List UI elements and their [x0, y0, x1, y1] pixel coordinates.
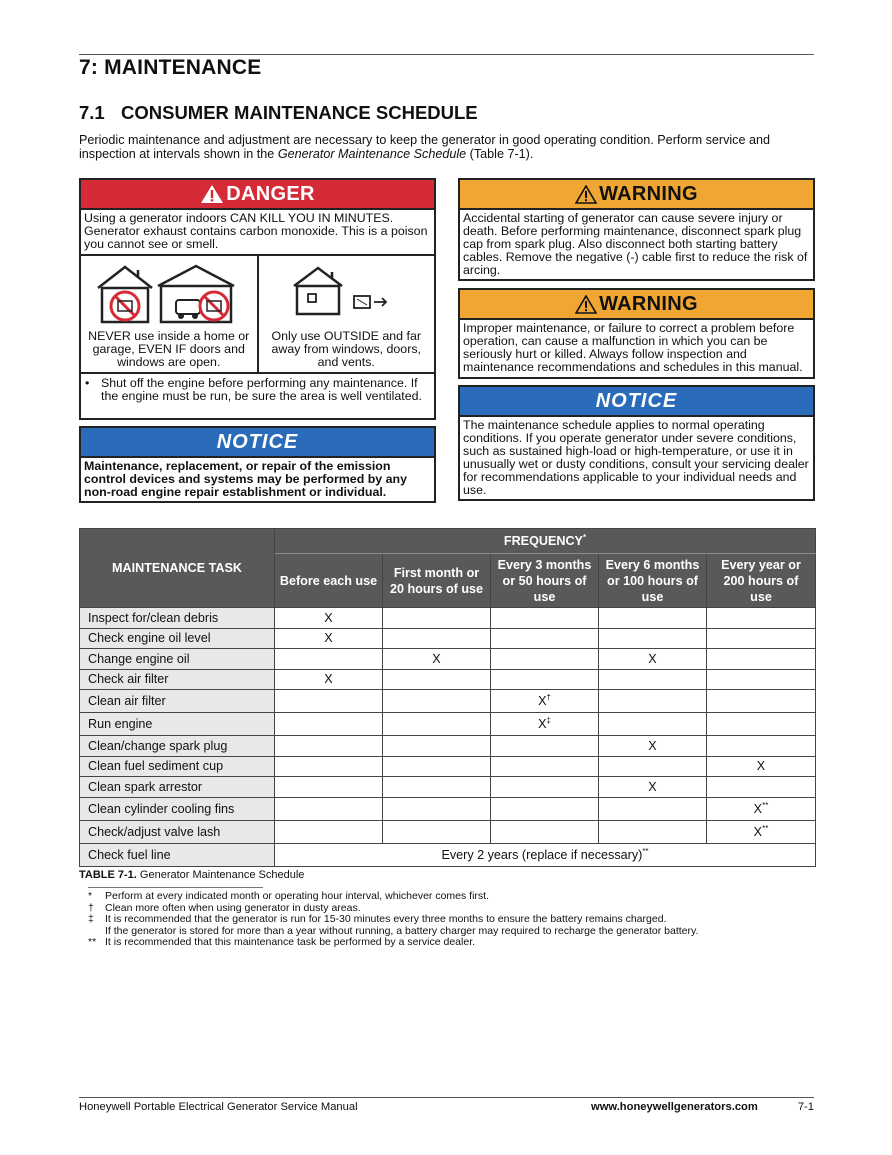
- notice-right-text: The maintenance schedule applies to normal operating conditions. If you operate generator under severe conditions, such as sustained high-load or high-temperature, or use it in unusually wet or dusty conditions, consult your servicing dealer for recommendations applicable to your individual needs and use.: [463, 418, 809, 497]
- task-cell: Clean fuel sediment cup: [80, 756, 275, 777]
- bottom-rule: [79, 1097, 814, 1098]
- cell-value: X: [756, 759, 766, 774]
- frequency-cell: [707, 820, 816, 843]
- footnote-symbol: †: [88, 901, 94, 914]
- footnote: [88, 937, 698, 949]
- top-rule: [79, 54, 814, 55]
- warning-triangle-icon: [200, 184, 224, 204]
- table-row: [80, 628, 816, 649]
- frequency-span-cell: [275, 843, 816, 866]
- warning-box-2: [458, 288, 815, 379]
- frequency-cell: [707, 608, 816, 629]
- footnote-rule: [88, 887, 263, 888]
- footnote-text: Perform at every indicated month or operating hour interval, whichever comes first.: [105, 890, 490, 902]
- danger-pictograms: [81, 254, 434, 374]
- frequency-cell: [599, 608, 707, 629]
- outdoor-use-icon: [286, 262, 406, 326]
- frequency-header: [275, 529, 816, 554]
- frequency-cell: [599, 777, 707, 798]
- footnote-mark: **: [762, 823, 769, 833]
- frequency-cell: [491, 736, 599, 757]
- frequency-cell: [707, 649, 816, 670]
- column-header: Every 3 months or 50 hours of use: [491, 554, 599, 608]
- table-body: [80, 608, 816, 867]
- frequency-cell: [275, 608, 383, 629]
- danger-header-label: DANGER: [226, 182, 315, 205]
- footer-right: [591, 1101, 814, 1113]
- frequency-cell: [599, 713, 707, 736]
- danger-bullet: [81, 374, 434, 406]
- table-row: [80, 820, 816, 843]
- frequency-cell: [383, 649, 491, 670]
- caption-text: Generator Maintenance Schedule: [139, 869, 305, 881]
- frequency-cell: [275, 777, 383, 798]
- intro-text-before: Periodic maintenance and adjustment are necessary to keep the generator in good operating condition. Perform service and inspection at intervals shown in the: [79, 133, 770, 161]
- column-header: Every year or 200 hours of use: [707, 554, 816, 608]
- warning-triangle-icon: [575, 295, 597, 314]
- frequency-cell: [707, 736, 816, 757]
- footnotes: [88, 891, 698, 949]
- column-header: Before each use: [275, 554, 383, 608]
- danger-header: [81, 180, 434, 208]
- frequency-cell: [599, 628, 707, 649]
- task-cell: Run engine: [80, 713, 275, 736]
- intro-text-after: (Table 7-1).: [466, 147, 534, 161]
- frequency-cell: [707, 690, 816, 713]
- indoor-pictogram-cell: [81, 256, 257, 372]
- bullet-dot: •: [85, 376, 90, 390]
- danger-box: [79, 178, 436, 420]
- frequency-cell: [275, 736, 383, 757]
- table-row: [80, 797, 816, 820]
- no-indoor-use-icon: [94, 262, 244, 326]
- task-cell: Check/adjust valve lash: [80, 820, 275, 843]
- frequency-cell: [599, 669, 707, 690]
- frequency-cell: [383, 777, 491, 798]
- maintenance-schedule-table: [79, 528, 816, 867]
- task-cell: Check air filter: [80, 669, 275, 690]
- task-cell: Clean air filter: [80, 690, 275, 713]
- column-header: Every 6 months or 100 hours of use: [599, 554, 707, 608]
- section-heading: [79, 102, 478, 124]
- frequency-cell: [491, 756, 599, 777]
- cell-value: X: [432, 651, 441, 666]
- frequency-cell: [599, 820, 707, 843]
- warning-box-1: [458, 178, 815, 281]
- cell-value: X: [324, 672, 333, 687]
- cell-value: X: [324, 631, 333, 646]
- frequency-footnote-mark: *: [582, 532, 587, 542]
- frequency-cell: [383, 736, 491, 757]
- notice-box-right: [458, 385, 815, 501]
- footnote-mark: **: [762, 800, 769, 810]
- task-cell: Inspect for/clean debris: [80, 608, 275, 629]
- frequency-cell: [599, 756, 707, 777]
- section-title: CONSUMER MAINTENANCE SCHEDULE: [121, 102, 478, 123]
- cell-value: X: [753, 801, 763, 816]
- frequency-cell: [491, 628, 599, 649]
- frequency-cell: [707, 756, 816, 777]
- table-row: [80, 777, 816, 798]
- frequency-cell: [707, 797, 816, 820]
- warning-2-header-label: WARNING: [599, 292, 698, 315]
- table-row: [80, 690, 816, 713]
- frequency-cell: [491, 797, 599, 820]
- frequency-cell: [707, 669, 816, 690]
- notice-right-header: NOTICE: [460, 387, 813, 417]
- cell-value: X: [753, 824, 763, 839]
- task-column-header: MAINTENANCE TASK: [80, 529, 275, 608]
- table-caption: [79, 869, 304, 881]
- frequency-cell: [383, 756, 491, 777]
- frequency-cell: [275, 797, 383, 820]
- cell-value: X: [538, 694, 547, 708]
- table-row: [80, 608, 816, 629]
- warning-2-text: Improper maintenance, or failure to correct a problem before operation, can cause a malfunction in which you can be seriously hurt or killed. Always follow inspection and maintenance recommendations and schedules in this manual.: [463, 321, 803, 374]
- column-header: First month or 20 hours of use: [383, 554, 491, 608]
- cell-value: X: [648, 779, 657, 794]
- frequency-cell: [275, 669, 383, 690]
- indoor-caption: NEVER use inside a home or garage, EVEN IF doors and windows are open.: [88, 329, 250, 369]
- table-row: [80, 669, 816, 690]
- footnote-symbol: *: [88, 890, 93, 902]
- frequency-cell: [383, 820, 491, 843]
- cell-value: Every 2 years (replace if necessary): [441, 847, 643, 862]
- intro-paragraph: [79, 133, 814, 161]
- footnote-mark: **: [642, 846, 649, 856]
- frequency-cell: [491, 820, 599, 843]
- frequency-cell: [275, 628, 383, 649]
- cell-value: X: [648, 738, 657, 753]
- chapter-title: 7: MAINTENANCE: [79, 56, 262, 79]
- frequency-cell: [491, 669, 599, 690]
- cell-value: X: [324, 610, 333, 625]
- cell-value: X: [538, 717, 547, 731]
- footnote-mark: †: [546, 692, 551, 702]
- frequency-cell: [383, 608, 491, 629]
- frequency-cell: [707, 713, 816, 736]
- frequency-cell: [707, 628, 816, 649]
- frequency-cell: [383, 713, 491, 736]
- task-cell: Check engine oil level: [80, 628, 275, 649]
- warning-triangle-icon: [575, 185, 597, 204]
- frequency-cell: [275, 820, 383, 843]
- frequency-cell: [599, 649, 707, 670]
- task-cell: Clean/change spark plug: [80, 736, 275, 757]
- footnote-symbol: ‡: [88, 913, 94, 926]
- frequency-header-label: FREQUENCY: [503, 534, 583, 548]
- table-row: [80, 756, 816, 777]
- outdoor-caption: Only use OUTSIDE and far away from windows, doors, and vents.: [271, 329, 421, 369]
- outdoor-pictogram-cell: [257, 256, 435, 372]
- footnote-text: It is recommended that the generator is run for 15-30 minutes every three months to ensure the battery remains charged.: [105, 913, 667, 926]
- warning-1-header: [460, 180, 813, 210]
- cell-value: X: [648, 651, 657, 666]
- page-number: 7-1: [797, 1101, 814, 1113]
- section-number: 7.1: [79, 102, 105, 123]
- frequency-cell: [707, 777, 816, 798]
- frequency-cell: [383, 690, 491, 713]
- footnote-text: Clean more often when using generator in dusty areas.: [105, 901, 361, 914]
- footer-website: www.honeywellgenerators.com: [591, 1101, 758, 1113]
- table-row: [80, 713, 816, 736]
- footnote-text: If the generator is stored for more than a year without running, a battery charger may required to recharge the generator battery.: [105, 924, 699, 937]
- frequency-cell: [599, 736, 707, 757]
- footnote-text: It is recommended that this maintenance task be performed by a service dealer.: [105, 936, 476, 949]
- danger-bullet-text: Shut off the engine before performing any maintenance. If the engine must be run, be sure the area is well ventilated.: [101, 376, 422, 403]
- table-row: [80, 843, 816, 866]
- warning-1-text: Accidental starting of generator can cause severe injury or death. Before performing maintenance, disconnect spark plug cap from spark plug. Also disconnect both starting battery cables. Remove the negative (-) cable first to reduce the risk of arcing.: [463, 211, 808, 277]
- notice-box-left: [79, 426, 436, 503]
- task-cell: Clean cylinder cooling fins: [80, 797, 275, 820]
- frequency-cell: [491, 690, 599, 713]
- notice-left-header: NOTICE: [81, 428, 434, 458]
- frequency-cell: [275, 649, 383, 670]
- table-row: [80, 649, 816, 670]
- footnote: [88, 891, 698, 903]
- footer-manual-title: Honeywell Portable Electrical Generator Service Manual: [79, 1101, 358, 1113]
- frequency-cell: [275, 713, 383, 736]
- caption-label: TABLE 7-1.: [79, 869, 137, 881]
- intro-italic-ref: Generator Maintenance Schedule: [277, 147, 467, 161]
- warning-1-header-label: WARNING: [599, 182, 698, 205]
- frequency-cell: [275, 756, 383, 777]
- frequency-cell: [383, 797, 491, 820]
- frequency-cell: [599, 690, 707, 713]
- warning-2-header: [460, 290, 813, 320]
- frequency-cell: [383, 669, 491, 690]
- task-cell: Change engine oil: [80, 649, 275, 670]
- task-cell: Clean spark arrestor: [80, 777, 275, 798]
- notice-left-text: Maintenance, replacement, or repair of the emission control devices and systems may be performed by any non-road engine repair establishment or individual.: [84, 459, 407, 499]
- footnote-mark: ‡: [546, 715, 551, 725]
- frequency-cell: [275, 690, 383, 713]
- frequency-cell: [491, 713, 599, 736]
- frequency-cell: [491, 649, 599, 670]
- frequency-cell: [599, 797, 707, 820]
- danger-text: Using a generator indoors CAN KILL YOU IN MINUTES. Generator exhaust contains carbon monoxide. This is a poison you cannot see or smell.: [81, 208, 434, 254]
- frequency-cell: [491, 777, 599, 798]
- frequency-cell: [491, 608, 599, 629]
- table-row: [80, 736, 816, 757]
- task-cell: Check fuel line: [80, 843, 275, 866]
- frequency-cell: [383, 628, 491, 649]
- footnote-symbol: **: [88, 936, 97, 949]
